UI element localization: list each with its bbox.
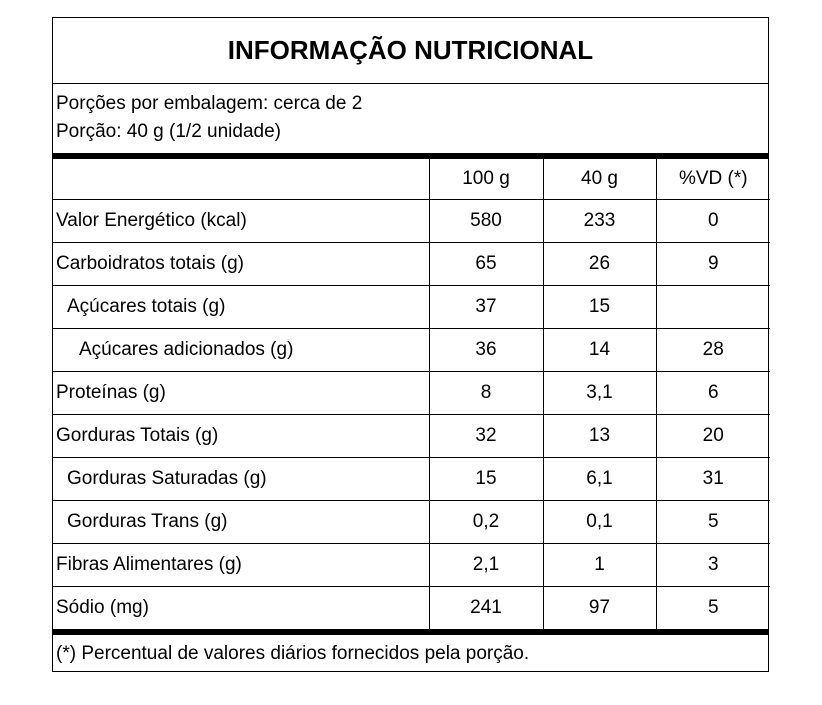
value-vd: 5 bbox=[707, 596, 719, 618]
value-vd: 28 bbox=[656, 328, 770, 371]
value-100g: 65 bbox=[429, 242, 543, 285]
nutrient-name: Fibras Alimentares (g) bbox=[53, 543, 429, 586]
value-40g: 97 bbox=[543, 586, 656, 629]
nutrient-name: Sódio (mg) bbox=[53, 586, 429, 629]
nutrient-name: Proteínas (g) bbox=[53, 371, 429, 414]
portion-size: Porção: 40 g (1/2 unidade) bbox=[56, 121, 281, 142]
nutrient-name: Gorduras Saturadas (g) bbox=[53, 457, 429, 500]
table-row bbox=[53, 285, 770, 328]
value-40g: 6,1 bbox=[543, 457, 656, 500]
table-header-row bbox=[53, 159, 770, 199]
serving-info bbox=[53, 84, 768, 153]
nutrient-name: Açúcares adicionados (g) bbox=[53, 328, 429, 371]
value-40g: 13 bbox=[543, 414, 656, 457]
table-row bbox=[53, 414, 770, 457]
header-vd: %VD (*) bbox=[656, 159, 770, 199]
servings-per-package: Porções por embalagem: cerca de 2 bbox=[56, 93, 363, 114]
value-vd: 31 bbox=[656, 457, 770, 500]
table-row bbox=[53, 457, 770, 500]
nutrient-name: Gorduras Totais (g) bbox=[53, 414, 429, 457]
label-title: INFORMAÇÃO NUTRICIONAL bbox=[53, 18, 768, 84]
table-row bbox=[53, 586, 770, 629]
nutrition-facts-label bbox=[52, 17, 769, 672]
value-40g: 233 bbox=[543, 199, 656, 242]
value-vd bbox=[656, 285, 770, 328]
value-100g: 8 bbox=[429, 371, 543, 414]
value-vd: 0 bbox=[656, 199, 770, 242]
header-40g: 40 g bbox=[543, 159, 656, 199]
value-40g: 15 bbox=[543, 285, 656, 328]
value-100g: 0,2 bbox=[429, 500, 543, 543]
value-40g: 26 bbox=[543, 242, 656, 285]
table-row bbox=[53, 328, 770, 371]
footnote: (*) Percentual de valores diários fornecidos pela porção. bbox=[56, 642, 530, 664]
nutrient-name: Carboidratos totais (g) bbox=[53, 242, 429, 285]
value-100g: 241 bbox=[429, 586, 543, 629]
value-vd: 9 bbox=[656, 242, 770, 285]
value-40g: 1 bbox=[543, 543, 656, 586]
header-100g: 100 g bbox=[429, 159, 543, 199]
header-nutrient bbox=[53, 159, 429, 199]
value-vd: 6 bbox=[656, 371, 770, 414]
table-row bbox=[53, 543, 770, 586]
value-100g: 2,1 bbox=[429, 543, 543, 586]
value-vd: 3 bbox=[656, 543, 770, 586]
nutrient-name: Gorduras Trans (g) bbox=[53, 500, 429, 543]
value-40g: 0,1 bbox=[543, 500, 656, 543]
value-40g: 14 bbox=[543, 328, 656, 371]
value-vd: 20 bbox=[656, 414, 770, 457]
value-100g: 36 bbox=[429, 328, 543, 371]
value-100g: 580 bbox=[429, 199, 543, 242]
nutrient-name: Açúcares totais (g) bbox=[53, 285, 429, 328]
value-40g: 3,1 bbox=[543, 371, 656, 414]
table-row bbox=[53, 500, 770, 543]
table-row bbox=[53, 371, 770, 414]
nutrient-name: Valor Energético (kcal) bbox=[53, 199, 429, 242]
value-100g: 15 bbox=[429, 457, 543, 500]
nutrition-table bbox=[53, 159, 770, 629]
value-vd: 5 bbox=[656, 500, 770, 543]
table-row bbox=[53, 199, 770, 242]
table-row bbox=[53, 242, 770, 285]
value-100g: 37 bbox=[429, 285, 543, 328]
value-100g: 32 bbox=[429, 414, 543, 457]
